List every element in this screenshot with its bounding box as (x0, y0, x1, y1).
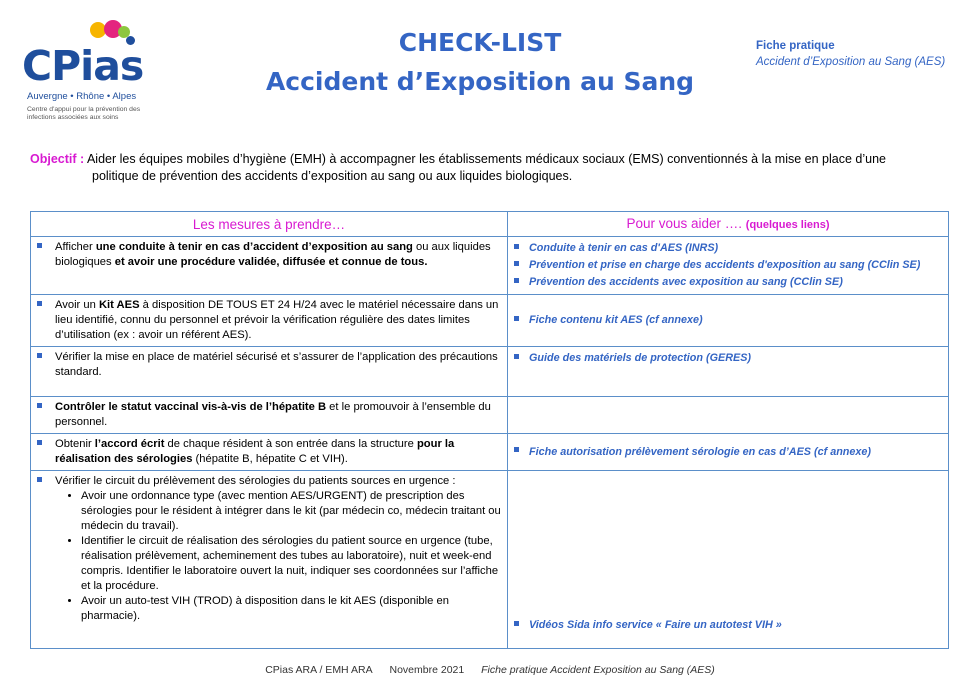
measure-cell (31, 295, 508, 347)
header-right (508, 212, 949, 237)
help-link[interactable] (514, 257, 942, 274)
page-title: CHECK-LIST (398, 28, 562, 57)
measure-bold: Kit AES (98, 299, 140, 311)
bullet-icon (37, 403, 42, 408)
measure-bold: pour la réalisation des sérologies (55, 438, 455, 465)
measure-text: Avoir un (55, 299, 99, 311)
bullet-icon (37, 301, 42, 306)
link-text: Prévention des accidents avec exposition au sang (CClin SE) (529, 276, 843, 288)
measure-cell (31, 397, 508, 434)
link-text: Fiche autorisation prélèvement sérologie en cas d’AES (cf annexe) (529, 445, 872, 458)
link-text: Fiche contenu kit AES (cf annexe) (529, 314, 703, 326)
measure-text: et le promouvoir à l’ensemble du personnel. (55, 401, 491, 428)
fiche-subtitle: Accident d’Exposition au Sang (AES) (756, 56, 946, 68)
help-link[interactable] (514, 444, 942, 461)
help-link[interactable] (514, 312, 942, 329)
measure-bold: Contrôler le statut vaccinal vis-à-vis de l’hépatite B (55, 401, 327, 413)
fiche-label: Fiche pratique (756, 40, 835, 52)
bullet-icon (514, 354, 519, 359)
measure-text: Vérifier la mise en place de matériel sécurisé et s’assurer de l’application des précautions standard. (55, 351, 498, 378)
checklist-table (30, 211, 949, 649)
help-link[interactable] (514, 350, 942, 367)
measure-text: Afficher (55, 241, 96, 253)
measure-text: ou aux liquides biologiques (55, 241, 491, 268)
cpias-logo (22, 20, 162, 120)
header-right-small: (quelques liens) (745, 218, 830, 231)
footer (0, 664, 980, 676)
measure-cell (31, 434, 508, 471)
objectif-text-1: Aider les équipes mobiles d’hygiène (EMH) à accompagner les établissements médicaux sociaux (EMS) conventionnés à la mise en place d’une (84, 152, 886, 166)
measure-cell (31, 347, 508, 397)
header-left: Les mesures à prendre… (31, 212, 508, 237)
footer-date: Novembre 2021 (389, 664, 465, 676)
fiche-block (756, 38, 945, 70)
links-cell (508, 295, 949, 347)
bullet-icon (514, 278, 519, 283)
logo-tagline: Centre d'appui pour la prévention des infections associées aux soins (27, 106, 141, 121)
header-right-label: Pour vous aider …. (626, 215, 746, 231)
bullet-icon (514, 621, 519, 626)
link-text: Prévention et prise en charge des accidents d'exposition au sang (CClin SE) (529, 259, 921, 271)
links-cell (508, 397, 949, 434)
table-row (31, 397, 949, 434)
bullet-icon (37, 353, 42, 358)
sub-list (55, 489, 503, 624)
footer-doc: Fiche pratique Accident Exposition au Sang (AES) (481, 664, 715, 676)
bullet-icon (514, 261, 519, 266)
list-item: • Avoir une ordonnance type (avec mention AES/URGENT) de prescription des sérologies pour le résident à intégrer dans le kit (par médecin co, médecin traitant ou médecin du travail). (81, 489, 503, 534)
objectif-section (30, 151, 930, 185)
links-cell (508, 237, 949, 295)
logo-wordmark: CPias (22, 42, 144, 90)
link-text: Vidéos Sida info service « Faire un autotest VIH » (529, 619, 782, 631)
logo-region: Auvergne • Rhône • Alpes (27, 91, 137, 102)
help-link[interactable] (514, 240, 942, 257)
list-item: • Identifier le circuit de réalisation des sérologies du patient source en urgence (tube, réalisation prélèvement, acheminement des tubes au laboratoire), nuit et week-end compris. Identifier le laboratoire ouvert la nuit, indiquer ses coordonnées sur l’affiche et la procédure. (81, 534, 503, 594)
link-text: Guide des matériels de protection (GERES) (529, 352, 751, 364)
table-row (31, 347, 949, 397)
list-item: • Avoir un auto-test VIH (TROD) à disposition dans le kit AES (disponible en pharmacie). (81, 594, 503, 624)
links-cell (508, 434, 949, 471)
measure-cell (31, 471, 508, 649)
measure-text: à disposition DE TOUS ET 24 H/24 avec le matériel nécessaire dans un lieu identifié, connu du personnel et prévoir la vérification régulière des dates limites d’utilisation (ex : avoir un référent AES). (55, 299, 499, 341)
measure-text: de chaque résident à son entrée dans la structure (164, 438, 417, 450)
bullet-icon (37, 477, 42, 482)
bullet-icon (514, 316, 519, 321)
help-link[interactable] (514, 617, 942, 634)
table-row (31, 434, 949, 471)
link-text: Conduite à tenir en cas d'AES (INRS) (529, 242, 719, 254)
table-header (31, 212, 949, 237)
page-subtitle: Accident d’Exposition au Sang (265, 67, 695, 96)
measure-text: (hépatite B, hépatite C et VIH). (192, 453, 348, 465)
measure-bold: une conduite à tenir en cas d’accident d’exposition au sang (95, 241, 413, 253)
table-row (31, 237, 949, 295)
bullet-icon (37, 440, 42, 445)
links-cell (508, 347, 949, 397)
measure-bold: et avoir une procédure validée, diffusée et connue de tous. (114, 256, 428, 268)
bullet-icon (514, 244, 519, 249)
objectif-text-2: politique de prévention des accidents d’exposition au sang ou aux liquides biologiques. (92, 169, 573, 183)
table-row (31, 471, 949, 649)
bullet-icon (37, 243, 42, 248)
bullet-icon (514, 447, 519, 452)
measure-text: Obtenir (55, 438, 95, 450)
measure-cell (31, 237, 508, 295)
help-link[interactable] (514, 274, 942, 291)
table-row (31, 295, 949, 347)
measure-bold: l’accord écrit (94, 438, 165, 450)
measure-text: Vérifier le circuit du prélèvement des sérologies du patients sources en urgence : (55, 475, 456, 487)
links-cell (508, 471, 949, 649)
objectif-label: Objectif : (30, 152, 85, 166)
footer-org: CPias ARA / EMH ARA (265, 664, 373, 676)
